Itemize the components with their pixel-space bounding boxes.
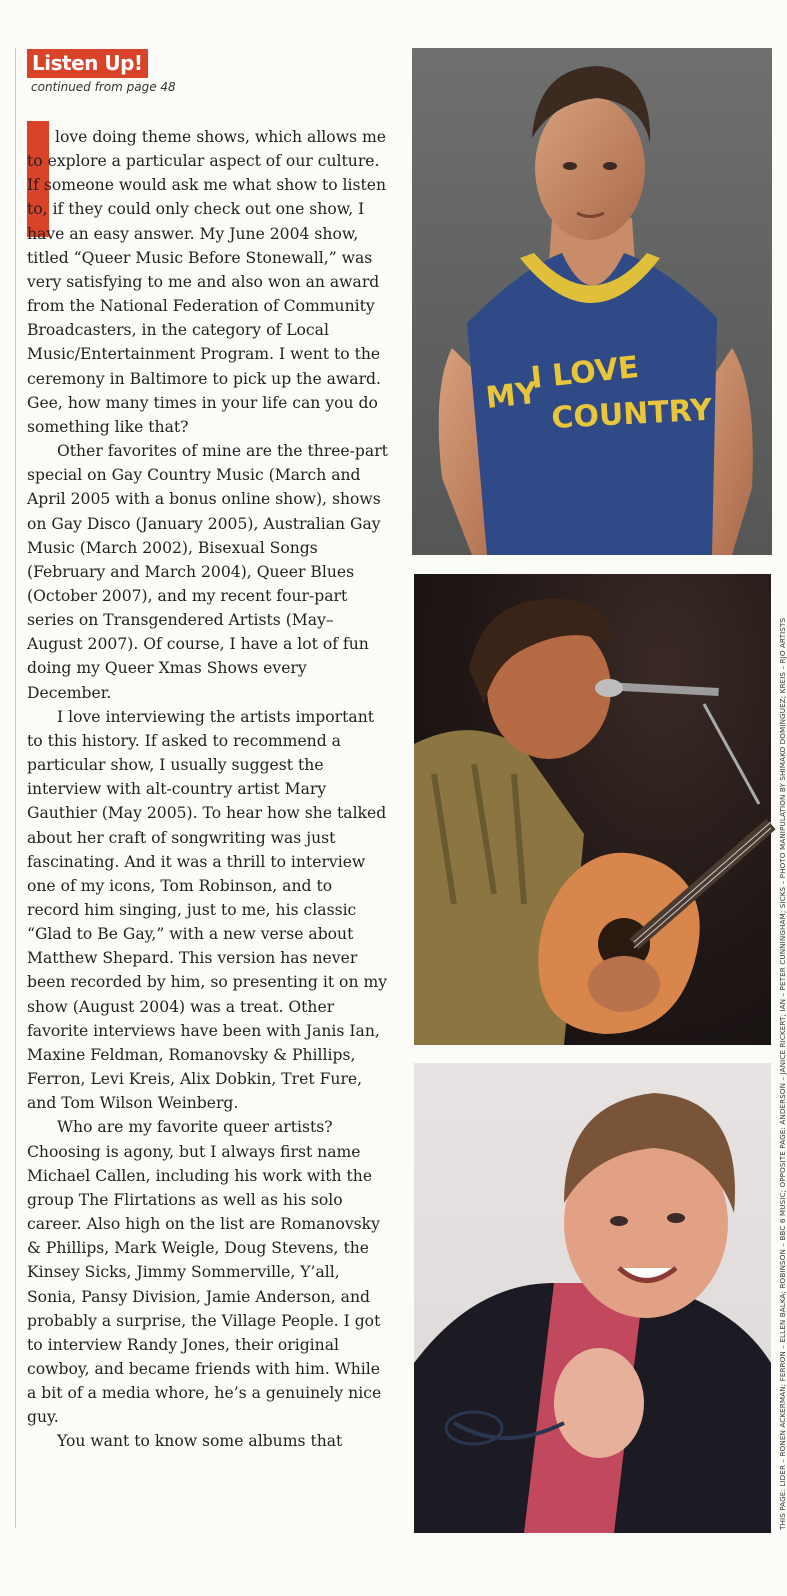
photo-guitarist bbox=[414, 574, 771, 1045]
photo-man-tank-top bbox=[412, 48, 772, 555]
photo-1-illustration bbox=[412, 48, 772, 555]
shirt-text-my: MY bbox=[484, 375, 540, 416]
shirt-text-country: COUNTRY bbox=[550, 392, 713, 436]
photo-3-illustration bbox=[414, 1063, 771, 1533]
section-tag: Listen Up! bbox=[27, 49, 148, 78]
article-paragraph: I love interviewing the artists important to this history. If asked to recommend a particular show, I usually suggest the interview with alt-country artist Mary Gauthier (May 2005). To hear how she talked about her craft of songwriting was just fascinating. And it was a thrill to interview one of my icons, Tom Robinson, and to record him singing, just to me, his classic “Glad to Be Gay,” with a new verse about Matthew Shepard. This version has never been recorded by him, so presenting it on my show (August 2004) was a treat. Other favorite interviews have been with Janis Ian, Maxine Feldman, Romanovsky & Phillips, Ferron, Levi Kreis, Alix Dobkin, Tret Fure, and Tom Wilson Weinberg. bbox=[27, 707, 388, 1113]
article-paragraph: Who are my favorite queer artists? Choosing is agony, but I always first name Michael Callen, including his work with the group The Flirtations as well as his solo career. Also high on the list are Romanovsky & Phillips, Mark Weigle, Doug Stevens, the Kinsey Sicks, Jimmy Sommerville, Y’all, Sonia, Pansy Division, Jamie Anderson, and probably a surprise, the Village People. I got to interview Randy Jones, their original cowboy, and became friends with him. While a bit of a media whore, he’s a genuinely nice guy. bbox=[27, 1118, 382, 1427]
shirt-text-i-love: I LOVE bbox=[529, 349, 641, 396]
photo-2-illustration bbox=[414, 574, 771, 1045]
photo-smiling-man bbox=[414, 1063, 771, 1533]
photo-credit: THIS PAGE: LIDER – RONEN ACKERMAN; FERRON – ELLEN BALKA; ROBINSON – BBC 6 MUSIC; OPPOSITE PAGE: ANDERSON – JANICE RICKERT; IAN – PETER CUNNINGHAM; SICKS – PHOTO MANIPULATION BY SHIMAKO DOMINGUEZ; KREIS – RJO ARTISTS bbox=[778, 617, 787, 1530]
continued-note: continued from page 48 bbox=[31, 80, 176, 94]
page-edge-line bbox=[15, 48, 16, 1528]
article-paragraph: love doing theme shows, which allows me to explore a particular aspect of our culture. If someone would ask me what show to listen to, if they could only check out one show, I have an easy answer. My June 2004 show, titled “Queer Music Before Stonewall,” was very satisfying to me and also won an award from the National Federation of Community Broadcasters, in the category of Local Music/Entertainment Program. I went to the ceremony in Baltimore to pick up the award. Gee, how many times in your life can you do something like that? bbox=[27, 128, 387, 436]
article-paragraph: Other favorites of mine are the three-part special on Gay Country Music (March and April 2005 with a bonus online show), shows on Gay Disco (January 2005), Australian Gay Music (March 2002), Bisexual Songs (February and March 2004), Queer Blues (October 2007), and my recent four-part series on Transgendered Artists (May–August 2007). Of course, I have a lot of fun doing my Queer Xmas Shows every December. bbox=[27, 442, 388, 702]
article-paragraph: You want to know some albums that bbox=[57, 1432, 343, 1451]
article-body bbox=[27, 125, 389, 1454]
